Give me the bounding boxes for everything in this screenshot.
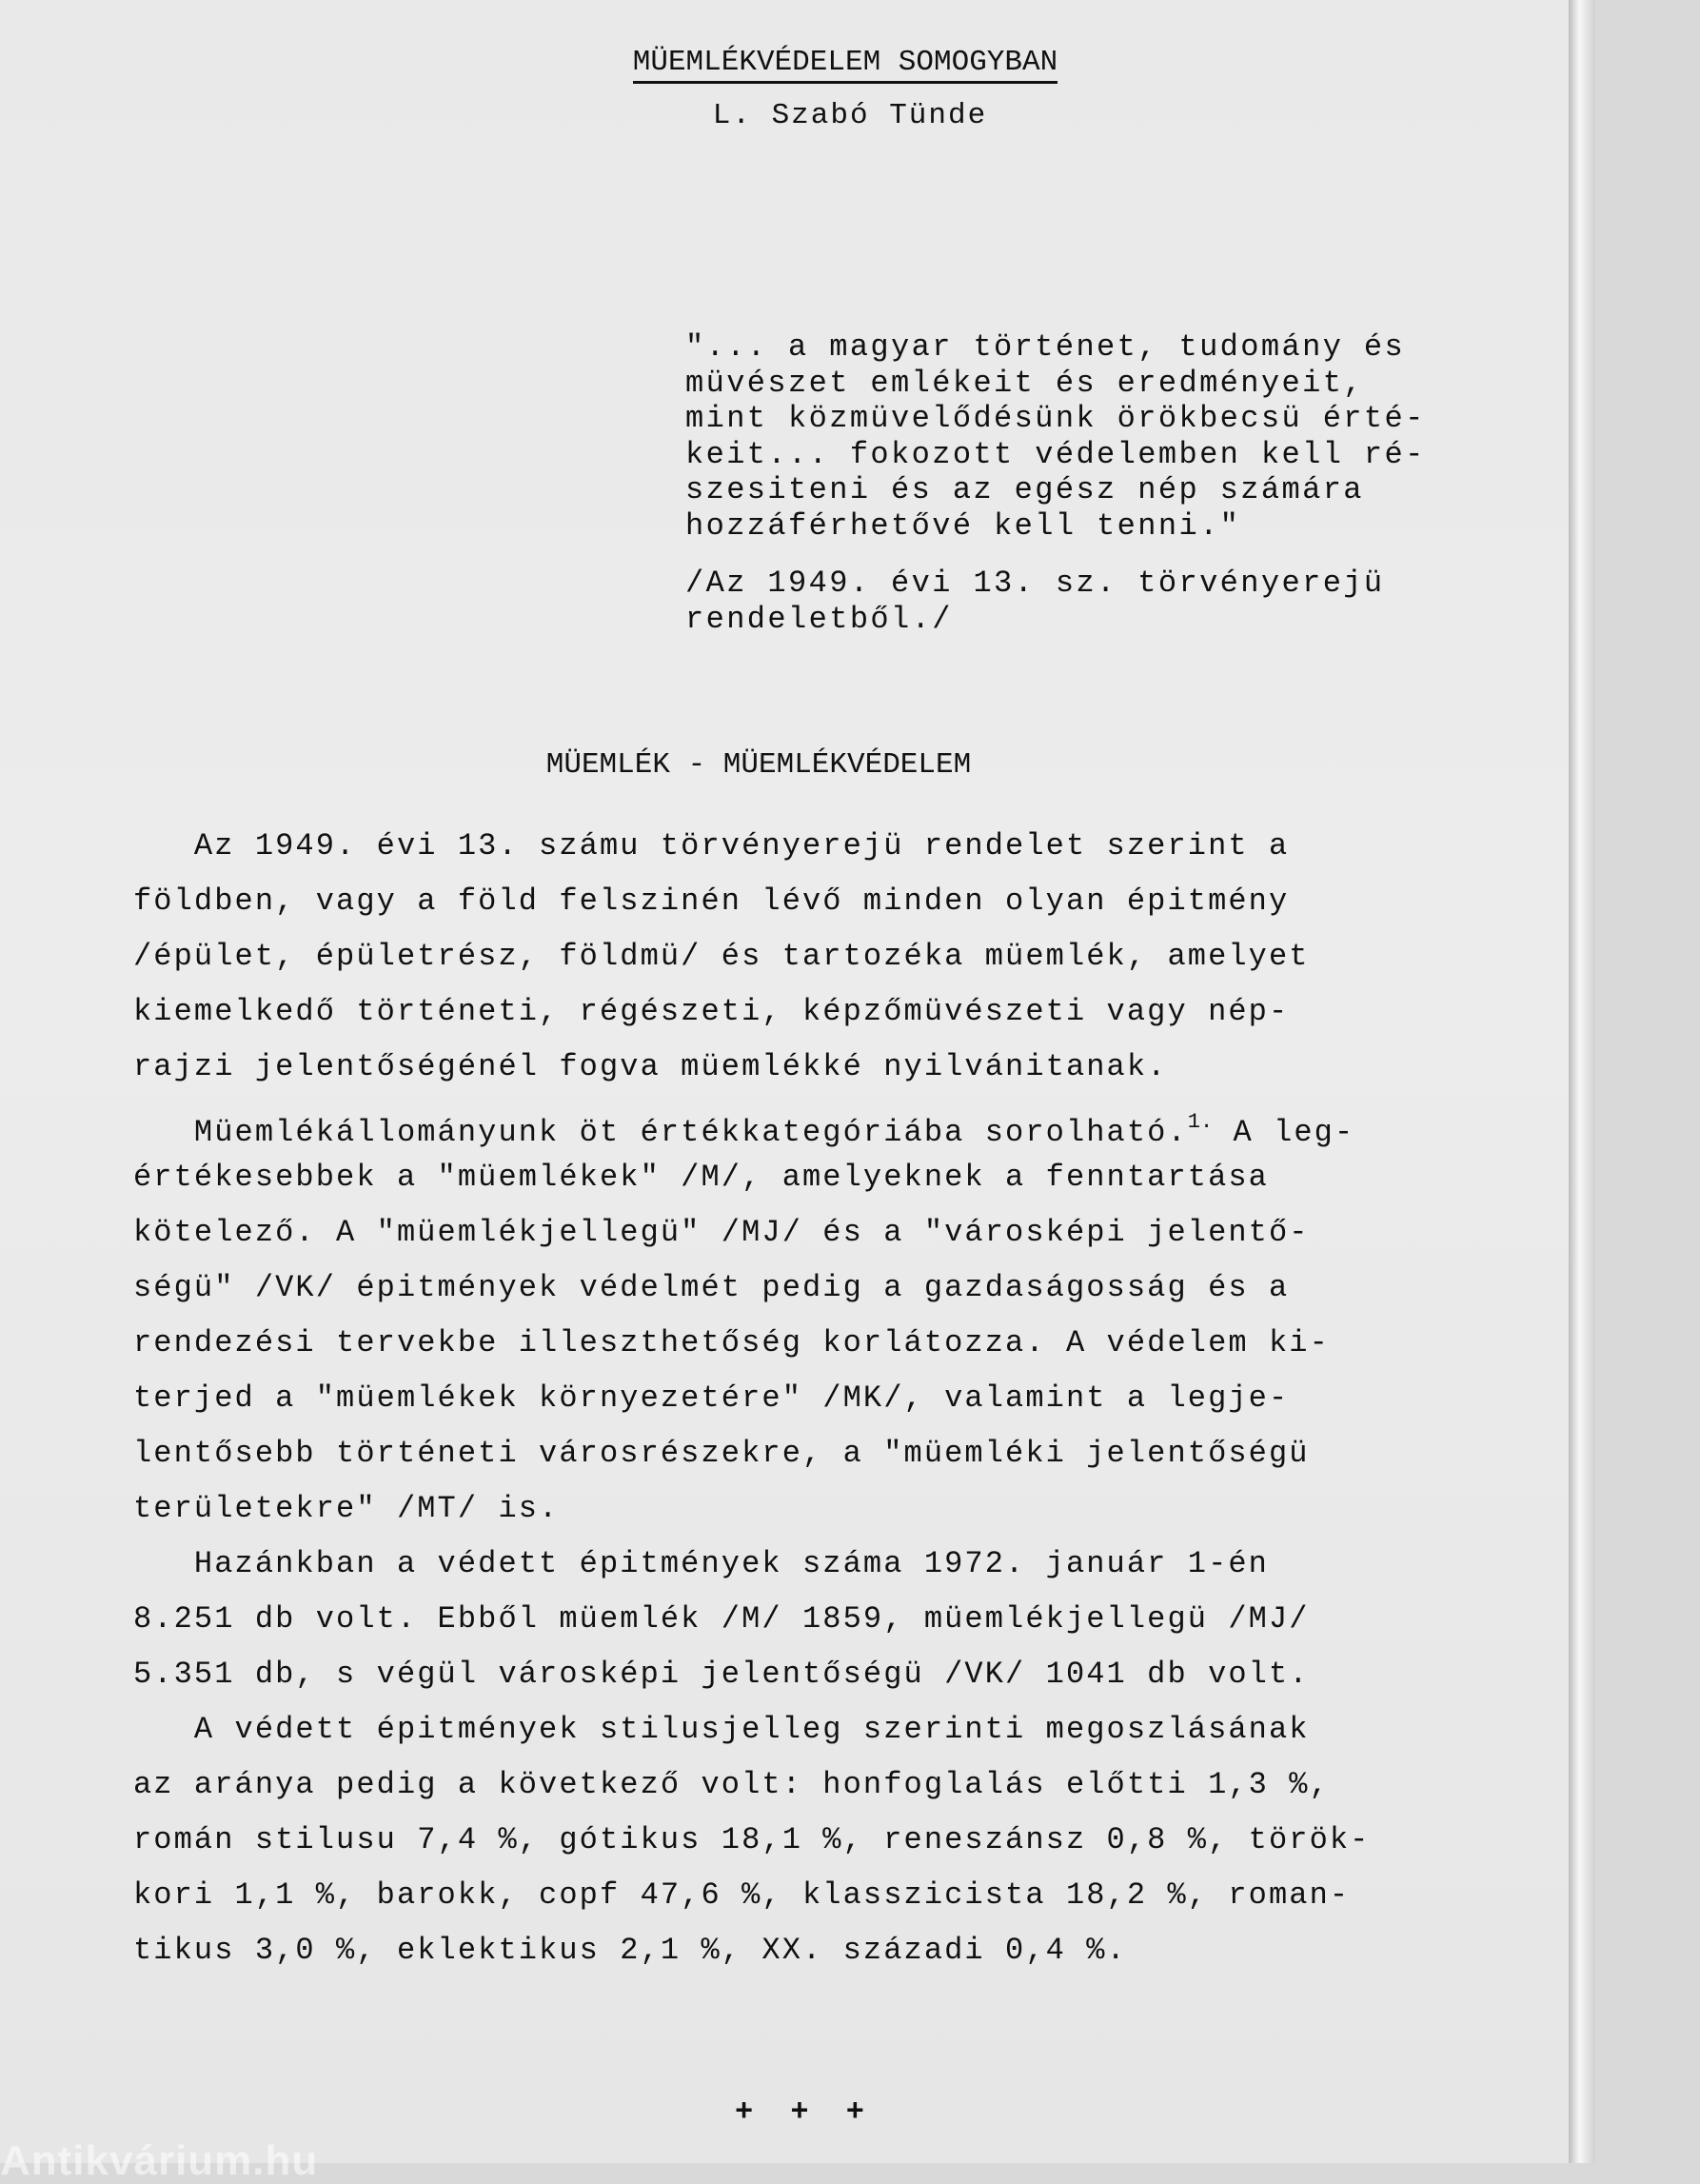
page-title <box>0 46 1690 79</box>
body-line-with-footnote <box>133 1095 1542 1150</box>
epigraph-line: szesiteni és az egész nép számára <box>685 472 1364 507</box>
watermark: Antikvárium.hu <box>0 2137 319 2184</box>
body-line: rajzi jelentőségénél fogva müemlékké nyilvánitanak. <box>133 1049 1168 1084</box>
author-name: L. Szabó Tünde <box>712 99 988 132</box>
body-line: rendezési tervekbe illeszthetőség korlátozza. A védelem ki- <box>133 1325 1330 1360</box>
body-line: Az 1949. évi 13. számu törvényerejü rendelet szerint a <box>133 828 1290 864</box>
page-edge <box>1569 0 1595 2163</box>
epigraph-line: mint közmüvelődésünk örökbecsü érté- <box>685 401 1426 436</box>
epigraph-line: "... a magyar történet, tudomány és <box>685 329 1406 365</box>
body-text <box>133 819 1542 1978</box>
source-line: /Az 1949. évi 13. sz. törvényerejü <box>685 566 1385 601</box>
body-line: A védett épitmények stilusjelleg szerinti megoszlásának <box>133 1712 1310 1747</box>
body-line: kötelező. A "müemlékjellegü" /MJ/ és a "városképi jelentő- <box>133 1215 1310 1250</box>
body-line: lentősebb történeti városrészekre, a "müemléki jelentőségü <box>133 1436 1310 1471</box>
body-line: kori 1,1 %, barokk, copf 47,6 %, klasszicista 18,2 %, roman- <box>133 1877 1351 1913</box>
body-line-tail: A leg- <box>1213 1115 1355 1150</box>
separator-text: + + + <box>734 2095 874 2130</box>
footnote-reference: 1. <box>1187 1110 1214 1134</box>
section-heading-text: MÜEMLÉK - MÜEMLÉKVÉDELEM <box>545 748 972 782</box>
body-line: értékesebbek a "müemlékek" /M/, amelyeknek a fenntartása <box>133 1160 1269 1195</box>
section-separator <box>0 2095 1622 2130</box>
body-line: /épület, épületrész, földmü/ és tartozéka müemlék, amelyet <box>133 939 1310 974</box>
body-line: az aránya pedig a következő volt: honfoglalás előtti 1,3 %, <box>133 1767 1330 1802</box>
epigraph-line: hozzáférhetővé kell tenni." <box>685 507 1241 544</box>
body-line: földben, vagy a föld felszinén lévő minden olyan épitmény <box>133 884 1290 919</box>
body-line: román stilusu 7,4 %, gótikus 18,1 %, reneszánsz 0,8 %, török- <box>133 1822 1371 1857</box>
body-line: tikus 3,0 %, eklektikus 2,1 %, XX. századi 0,4 %. <box>133 1933 1127 1968</box>
body-line: ségü" /VK/ épitmények védelmét pedig a gazdaságosság és a <box>133 1270 1290 1305</box>
epigraph-quote <box>685 329 1523 544</box>
body-line: 8.251 db volt. Ebből müemlék /M/ 1859, müemlékjellegü /MJ/ <box>133 1601 1310 1637</box>
epigraph-line: keit... fokozott védelemben kell ré- <box>685 436 1426 472</box>
epigraph-source <box>685 566 1523 638</box>
page-title-text: MÜEMLÉKVÉDELEM SOMOGYBAN <box>633 46 1058 84</box>
section-heading <box>0 748 1622 782</box>
body-line: területekre" /MT/ is. <box>133 1491 560 1526</box>
epigraph-line: müvészet emlékeit és eredményeit, <box>685 365 1364 401</box>
body-line: kiemelkedő történeti, régészeti, képzőmüvészeti vagy nép- <box>133 994 1290 1029</box>
source-line: rendeletből./ <box>685 602 953 637</box>
body-line: terjed a "müemlékek környezetére" /MK/, valamint a legje- <box>133 1380 1290 1416</box>
body-line: Hazánkban a védett épitmények száma 1972. január 1-én <box>133 1546 1269 1581</box>
body-line-text: Müemlékállományunk öt értékkategóriába sorolható. <box>133 1115 1188 1150</box>
body-line: 5.351 db, s végül városképi jelentőségü /VK/ 1041 db volt. <box>133 1657 1310 1692</box>
